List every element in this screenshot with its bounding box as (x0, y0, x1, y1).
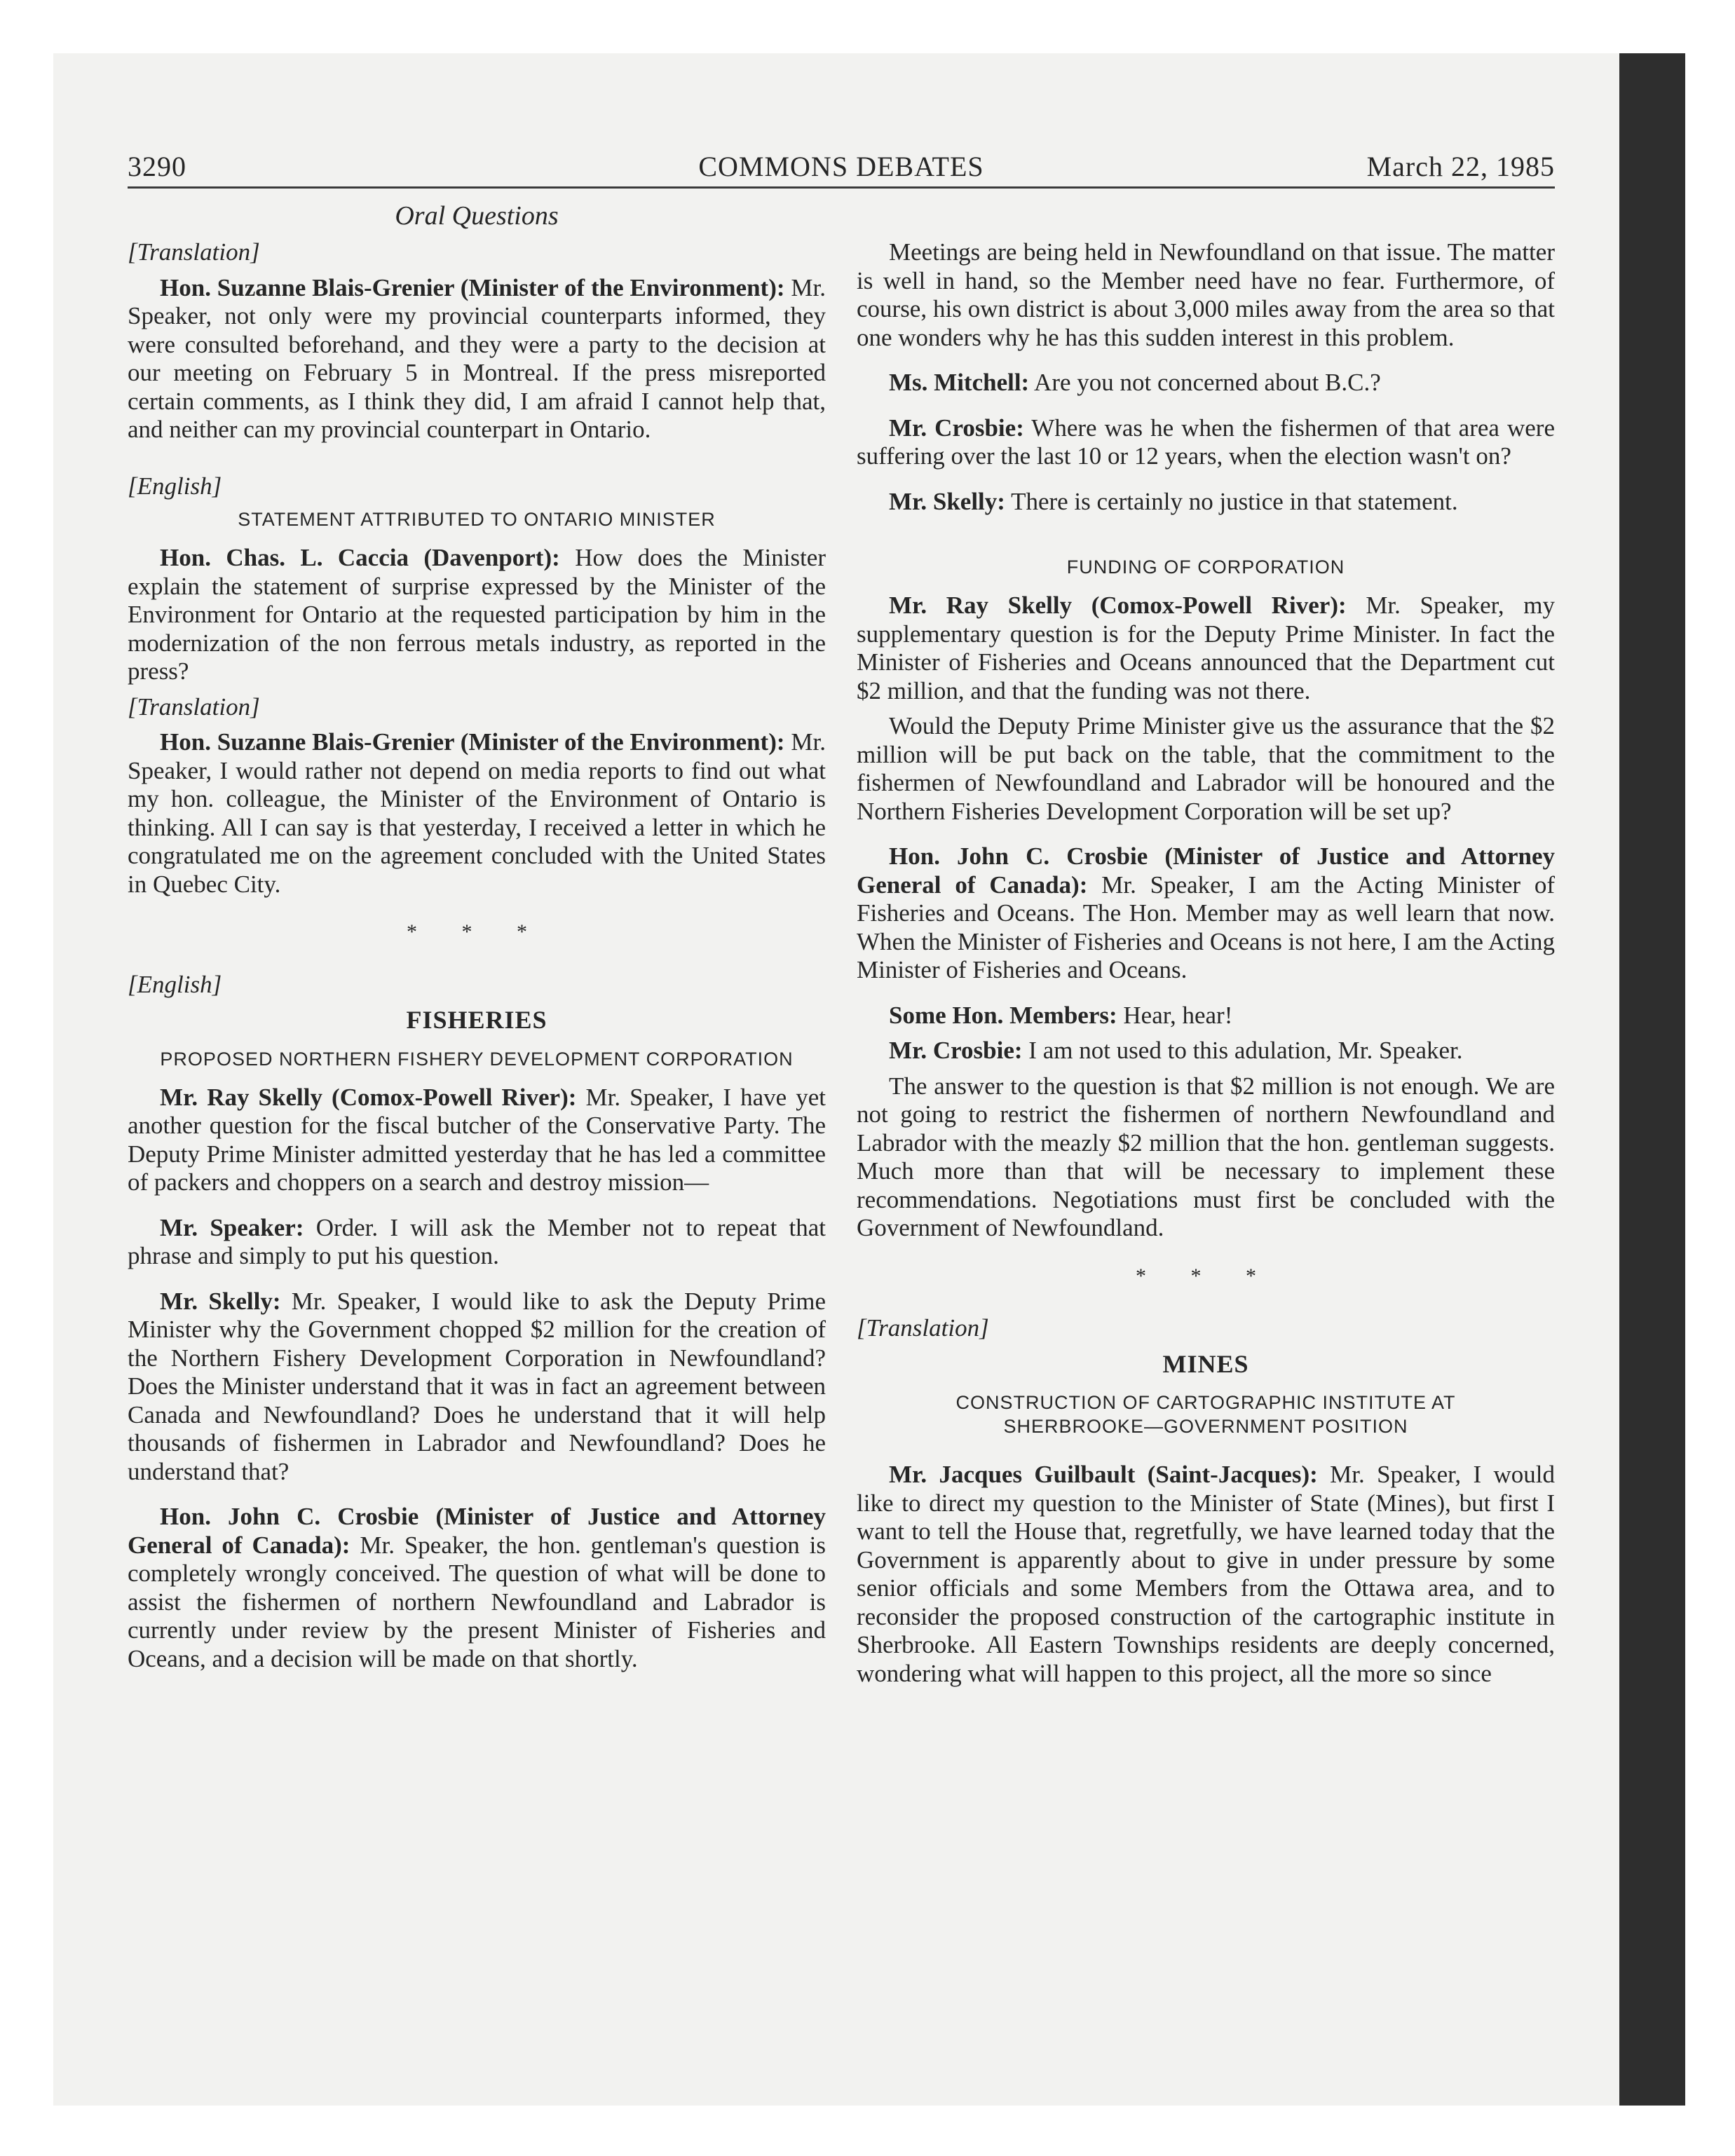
speech-paragraph (857, 238, 1555, 352)
speech-text: Order. I will ask the Member not to repeat that phrase and simply to put his question. (128, 1213, 826, 1269)
speech-paragraph (857, 1037, 1555, 1065)
speaker-name: Hon. Suzanne Blais-Grenier (Minister of the Environment): (160, 273, 785, 301)
speaker-name: Mr. Skelly: (160, 1287, 281, 1315)
language-tag: [Translation] (128, 238, 260, 266)
speaker-name: Some Hon. Members: (889, 1001, 1117, 1029)
running-head: Oral Questions (395, 201, 559, 231)
speech-text: Mr. Speaker, my supplementary question is for the Deputy Prime Minister. In fact the Minister of Fisheries and Oceans announced that the Department cut $2 million, and that the funding was not there. (857, 592, 1555, 704)
speech-text: Mr. Speaker, not only were my provincial counterparts informed, they were consulted beforehand, and they were a party to the decision at our meeting on February 5 in Montreal. If the press misreported certain comments, as I think they did, I am afraid I cannot help that, and neither can my provincial counterpart in Ontario. (128, 273, 826, 443)
speech-text: I am not used to this adulation, Mr. Speaker. (1028, 1037, 1463, 1064)
section-separator: * * * (1136, 1264, 1276, 1288)
speech-paragraph (128, 544, 826, 686)
speech-text: There is certainly no justice in that statement. (1011, 487, 1458, 515)
speech-paragraph (857, 712, 1555, 826)
speech-paragraph (128, 1214, 826, 1271)
language-tag: [English] (128, 970, 222, 998)
section-separator: * * * (407, 920, 547, 943)
binding-edge (1619, 53, 1685, 2106)
subject-heading-line: CONSTRUCTION OF CARTOGRAPHIC INSTITUTE AT (955, 1392, 1456, 1413)
speaker-name: Mr. Crosbie: (889, 414, 1024, 442)
subject-heading: STATEMENT ATTRIBUTED TO ONTARIO MINISTER (238, 509, 716, 530)
language-tag: [Translation] (128, 692, 260, 721)
speech-paragraph (857, 1072, 1555, 1243)
speech-text: The answer to the question is that $2 million is not enough. We are not going to restrict the fishermen of northern Newfoundland and Labrador with the meazly $2 million that the hon. gentleman suggests. Much more than that will be necessary to implement these recommendations. Negotiations must first be concluded with the Government of Newfoundland. (857, 1072, 1555, 1241)
speech-paragraph (128, 728, 826, 899)
speaker-name: Hon. Suzanne Blais-Grenier (Minister of the Environment): (160, 728, 785, 756)
speech-text: Mr. Speaker, I would rather not depend on media reports to find out what my hon. colleague, the Minister of the Environment of Ontario is thinking. All I can say is that yesterday, I received a letter in which he congratulated me on the agreement concluded with the United States in Quebec City. (128, 728, 826, 898)
speech-paragraph (857, 1002, 1555, 1030)
speaker-name: Ms. Mitchell: (889, 369, 1030, 396)
language-tag: [English] (128, 472, 222, 500)
speaker-name: Hon. John C. Crosbie (Minister of Justice and Attorney General of Canada): (128, 1503, 826, 1559)
speaker-name: Mr. Jacques Guilbault (Saint-Jacques): (889, 1461, 1318, 1488)
subject-heading: FUNDING OF CORPORATION (1066, 557, 1345, 578)
page-header (128, 150, 1555, 189)
section-title: FISHERIES (406, 1006, 547, 1034)
speech-text: Would the Deputy Prime Minister give us the assurance that the $2 million will be put back on the table, that the commitment to the fishermen of Newfoundland and Labrador will be honoured and the Northern Fisheries Development Corporation will be set up? (857, 712, 1555, 825)
speech-paragraph (857, 1461, 1555, 1688)
speech-text: Hear, hear! (1123, 1001, 1233, 1029)
speaker-name: Mr. Crosbie: (889, 1037, 1023, 1064)
publication-date: March 22, 1985 (1366, 151, 1555, 182)
speech-paragraph (128, 274, 826, 444)
publication-title: COMMONS DEBATES (698, 151, 984, 182)
left-column (128, 238, 826, 1680)
speech-text: Mr. Speaker, the hon. gentleman's question is completely wrongly conceived. The question of what will be done to assist the fishermen of northern Newfoundland and Labrador is currently under review by the present Minister of Fisheries and Oceans, and a decision will be made on that shortly. (128, 1531, 826, 1672)
speaker-name: Mr. Skelly: (889, 487, 1005, 515)
speaker-name: Mr. Ray Skelly (Comox-Powell River): (889, 592, 1347, 619)
subject-heading-line: SHERBROOKE—GOVERNMENT POSITION (1003, 1416, 1408, 1437)
speech-paragraph (857, 592, 1555, 705)
speech-text: Mr. Speaker, I am the Acting Minister of Fisheries and Oceans. The Hon. Member may as well learn that now. When the Minister of Fisheries and Oceans is not here, I am the Acting Minister of Fisheries and Oceans. (857, 871, 1555, 983)
speech-paragraph (857, 488, 1555, 517)
speech-paragraph (128, 1288, 826, 1487)
speech-text: How does the Minister explain the statement of surprise expressed by the Minister of the Environment for Ontario at the requested participation by him in the modernization of the non ferrous metals industry, as reported in the press? (128, 544, 826, 685)
speech-paragraph (128, 1503, 826, 1673)
speech-text: Where was he when the fishermen of that area were suffering over the last 10 or 12 years, when the election wasn't on? (857, 414, 1555, 470)
language-tag: [Translation] (857, 1314, 989, 1342)
speech-paragraph (128, 1084, 826, 1197)
speaker-name: Hon. Chas. L. Caccia (Davenport): (160, 544, 560, 571)
speech-text: Mr. Speaker, I have yet another question for the fiscal butcher of the Conservative Party. The Deputy Prime Minister admitted yesterday that he has led a committee of packers and choppers on a search and destroy mission— (128, 1083, 826, 1196)
speech-text: Meetings are being held in Newfoundland on that issue. The matter is well in hand, so the Member need have no fear. Furthermore, of course, his own district is about 3,000 miles away from the area so that one wonders why he has this sudden interest in this problem. (857, 238, 1555, 351)
speech-paragraph (857, 414, 1555, 471)
speech-paragraph (857, 842, 1555, 985)
speaker-name: Hon. John C. Crosbie (Minister of Justice and Attorney General of Canada): (857, 842, 1555, 899)
page-number: 3290 (128, 151, 186, 182)
subject-heading: PROPOSED NORTHERN FISHERY DEVELOPMENT CORPORATION (160, 1048, 794, 1070)
speech-text: Mr. Speaker, I would like to direct my question to the Minister of State (Mines), but first I want to tell the House that, regretfully, we have learned today that the Government is apparently about to give in under pressure by some senior officials and some Members from the Ottawa area, and to reconsider the proposed construction of the cartographic institute in Sherbrooke. All Eastern Townships residents are deeply concerned, wondering what will happen to this project, all the more so since (857, 1461, 1556, 1687)
speech-paragraph (857, 369, 1555, 397)
speaker-name: Mr. Ray Skelly (Comox-Powell River): (160, 1083, 577, 1111)
right-column (857, 238, 1555, 1695)
section-title: MINES (1162, 1349, 1249, 1378)
speech-text: Are you not concerned about B.C.? (1034, 369, 1381, 396)
speaker-name: Mr. Speaker: (160, 1213, 304, 1241)
subject-heading (857, 1391, 1555, 1438)
speech-text: Mr. Speaker, I would like to ask the Deputy Prime Minister why the Government chopped $2 million for the creation of the Northern Fishery Development Corporation in Newfoundland? Does the Minister understand that it was in fact an agreement between Canada and Newfoundland? Does he understand that it will help thousands of fishermen in Labrador and Newfoundland? Does he understand that? (128, 1287, 826, 1485)
